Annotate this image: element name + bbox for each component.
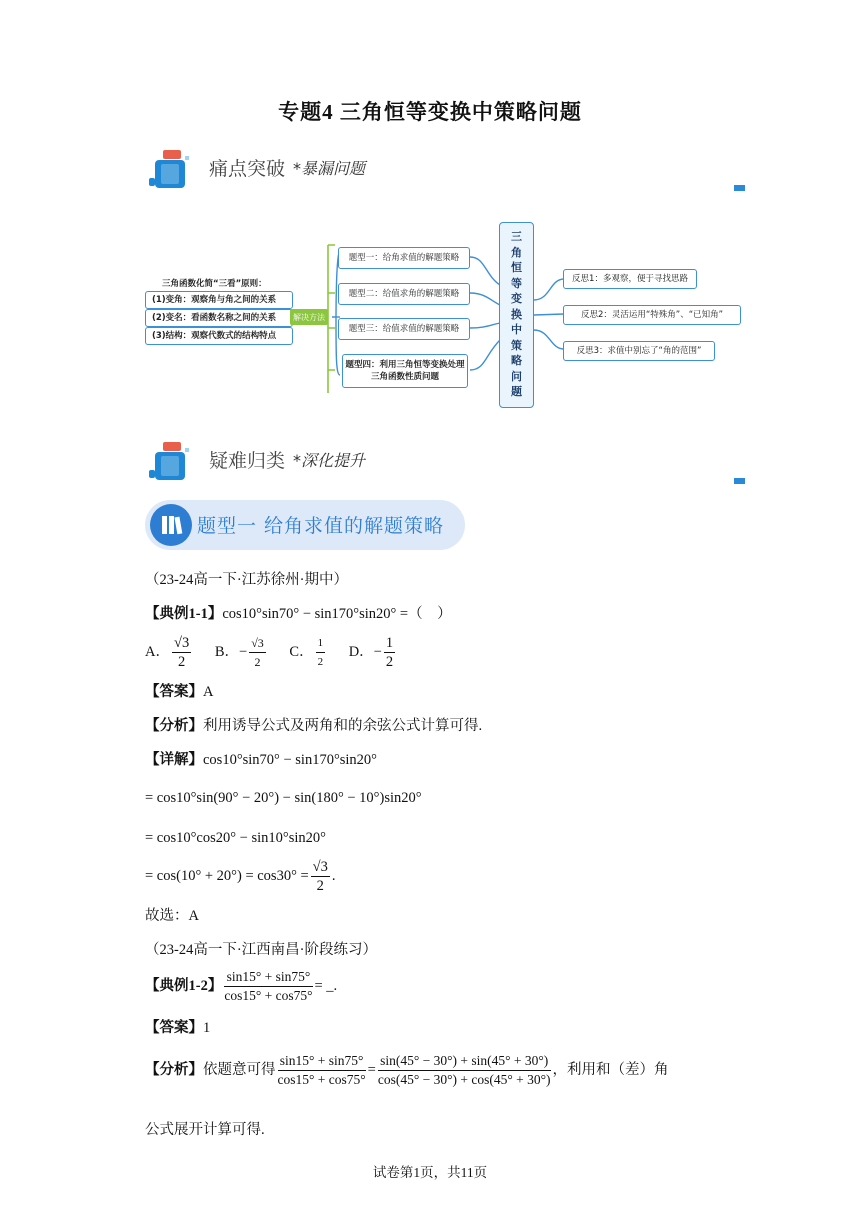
detail-step: = cos10°sin(90° − 20°) − sin(180° − 10°)sin20° bbox=[145, 790, 422, 806]
choice-line: 故选：A bbox=[145, 908, 199, 924]
margin-marker bbox=[734, 478, 745, 484]
center-char: 等 bbox=[511, 276, 522, 290]
page-footer: 试卷第1页，共11页 bbox=[372, 1165, 488, 1180]
analysis-continuation: 公式展开计算可得. bbox=[145, 1122, 265, 1138]
detail-step: = cos(10° + 20°) = cos30° = bbox=[145, 867, 309, 884]
option-a-fraction bbox=[172, 634, 191, 671]
numerator: √3 bbox=[249, 634, 266, 653]
analysis-text: 利用诱导公式及两角和的余弦公式计算可得. bbox=[203, 718, 483, 734]
question-blank: = _. bbox=[314, 977, 338, 994]
period: . bbox=[331, 867, 336, 884]
answer-line bbox=[145, 682, 213, 702]
center-char: 中 bbox=[511, 323, 522, 336]
option-d-label: D．− bbox=[348, 643, 382, 660]
book-logo-icon bbox=[147, 440, 193, 482]
center-char: 换 bbox=[511, 307, 522, 321]
denominator: cos15° + cos75° bbox=[224, 988, 313, 1003]
book-logo-icon bbox=[147, 148, 193, 190]
center-char: 变 bbox=[511, 292, 522, 305]
numerator: sin15° + sin75° bbox=[278, 1052, 366, 1071]
question-type-header bbox=[145, 500, 465, 550]
center-char: 题 bbox=[511, 385, 522, 398]
numerator: 1 bbox=[385, 635, 394, 651]
type-box: 题型三：给值求值的解题策略 bbox=[338, 318, 470, 340]
answer-label: 【答案】 bbox=[145, 684, 203, 700]
result-fraction bbox=[311, 858, 330, 895]
numerator: √3 bbox=[312, 859, 328, 875]
reflection-box: 反思3：求值中别忘了“角的范围” bbox=[563, 341, 715, 361]
question-type-title: 题型一 给角求值的解题策略 bbox=[197, 515, 445, 537]
denominator: 2 bbox=[316, 878, 324, 894]
principle-item: (2)变名：看函数名称之间的关系 bbox=[145, 309, 293, 327]
mind-map bbox=[140, 215, 760, 410]
denominator: cos15° + cos75° bbox=[277, 1072, 366, 1087]
banner-subtitle: *深化提升 bbox=[293, 451, 366, 470]
example-label: 【典例1-1】 bbox=[145, 606, 223, 622]
detail-step: = cos10°cos20° − sin10°sin20° bbox=[145, 830, 326, 846]
analysis-text: ，利用和（差）角 bbox=[552, 1061, 669, 1078]
detail-step-final bbox=[145, 858, 336, 895]
analysis-fraction bbox=[378, 1052, 551, 1089]
answer-value: A bbox=[203, 684, 214, 700]
center-char: 略 bbox=[511, 354, 522, 367]
equals-sign: = bbox=[367, 1061, 376, 1078]
question-text: cos10°sin70° − sin170°sin20° =（ ） bbox=[222, 606, 452, 622]
principle-item: (1)变角：观察角与角之间的关系 bbox=[145, 291, 293, 309]
type-box: 题型四：利用三角恒等变换处理三角函数性质问题 bbox=[342, 354, 468, 388]
books-icon bbox=[150, 504, 192, 546]
banner-title: 疑难归类 bbox=[209, 450, 286, 472]
answer-value: 1 bbox=[203, 1020, 211, 1036]
denominator: 2 bbox=[317, 656, 324, 668]
denominator: 2 bbox=[385, 654, 394, 670]
option-b-label: B．− bbox=[214, 643, 248, 660]
analysis-fraction bbox=[278, 1052, 366, 1089]
example-question bbox=[145, 604, 452, 624]
example-source: （23-24高一下·江西南昌·阶段练习） bbox=[145, 942, 377, 958]
denominator: cos(45° − 30°) + cos(45° + 30°) bbox=[377, 1072, 551, 1087]
example-source: （23-24高一下·江苏徐州·期中） bbox=[145, 572, 348, 588]
answer-options bbox=[145, 634, 397, 671]
banner-title: 痛点突破 bbox=[209, 158, 286, 180]
option-b-fraction bbox=[249, 634, 266, 671]
detail-step: cos10°sin70° − sin170°sin20° bbox=[203, 752, 377, 768]
center-char: 三 bbox=[511, 230, 522, 243]
denominator: 2 bbox=[254, 655, 261, 669]
detail-label: 【详解】 bbox=[145, 752, 203, 768]
detail-line bbox=[145, 750, 377, 770]
numerator: √3 bbox=[173, 635, 190, 651]
option-d-fraction bbox=[384, 634, 395, 671]
center-char: 恒 bbox=[511, 261, 522, 274]
analysis-label: 【分析】 bbox=[145, 718, 203, 734]
reflection-box: 反思1：多观察，便于寻找思路 bbox=[563, 269, 697, 289]
principle-item: (3)结构：观察代数式的结构特点 bbox=[145, 327, 293, 345]
answer-line bbox=[145, 1018, 210, 1038]
center-topic bbox=[499, 222, 534, 408]
principles-heading: 三角函数化简“三看”原则： bbox=[162, 279, 267, 289]
analysis-text: 依题意可得 bbox=[203, 1061, 276, 1078]
analysis-line bbox=[145, 1052, 669, 1089]
denominator: 2 bbox=[177, 654, 186, 670]
answer-label: 【答案】 bbox=[145, 1020, 203, 1036]
numerator: 1 bbox=[316, 634, 326, 653]
banner-subtitle: *暴漏问题 bbox=[293, 159, 366, 178]
analysis-line bbox=[145, 716, 482, 736]
numerator: sin15° + sin75° bbox=[224, 968, 312, 987]
numerator: sin(45° − 30°) + sin(45° + 30°) bbox=[378, 1052, 551, 1071]
example-label: 【典例1-2】 bbox=[145, 977, 223, 994]
section-banner-difficulties bbox=[145, 436, 405, 486]
method-tag: 解决方法 bbox=[290, 309, 328, 325]
center-char: 策 bbox=[511, 338, 522, 352]
reflection-box: 反思2：灵活运用“特殊角”、“已知角” bbox=[563, 305, 741, 325]
section-banner-pain-points bbox=[145, 144, 405, 194]
margin-marker bbox=[734, 185, 745, 191]
center-char: 角 bbox=[511, 245, 522, 259]
option-a-label: A． bbox=[145, 643, 170, 660]
example-question bbox=[145, 968, 337, 1005]
option-c-fraction bbox=[316, 634, 326, 671]
option-c-label: C． bbox=[289, 643, 314, 660]
type-box: 题型二：给值求角的解题策略 bbox=[338, 283, 470, 305]
question-fraction bbox=[224, 968, 312, 1005]
center-char: 问 bbox=[511, 369, 522, 383]
page-title: 专题4 三角恒等变换中策略问题 bbox=[278, 100, 582, 124]
analysis-label: 【分析】 bbox=[145, 1061, 203, 1078]
type-box: 题型一：给角求值的解题策略 bbox=[338, 247, 470, 269]
